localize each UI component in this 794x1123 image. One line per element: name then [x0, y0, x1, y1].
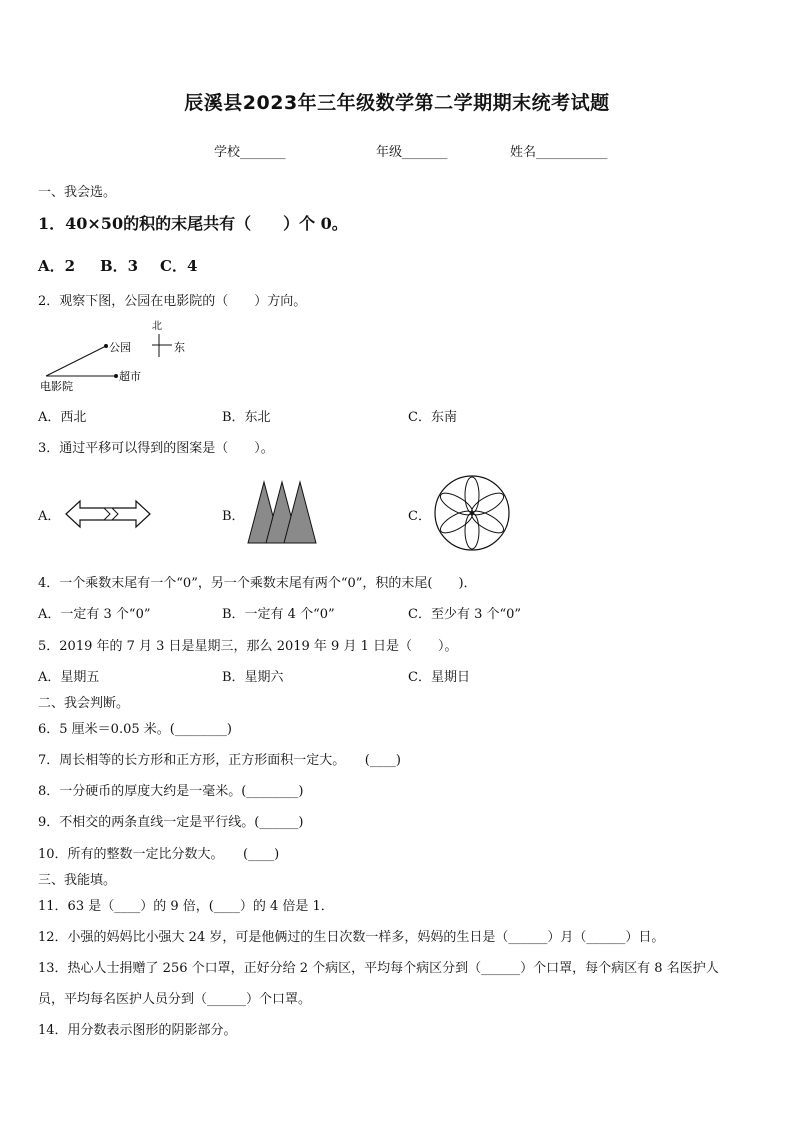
double-arrow-figure [64, 497, 152, 531]
grade-field: 年级_______ [376, 145, 448, 160]
east-label: 东 [174, 341, 185, 354]
triangles-figure [246, 478, 318, 546]
q3-option-a: A． [38, 509, 61, 524]
name-field: 姓名___________ [510, 145, 608, 160]
q5-option-a: A．星期五 [38, 670, 100, 685]
question-4: 4．一个乘数末尾有一个“0”，另一个乘数末尾有两个“0”，积的末尾( )． [38, 576, 477, 591]
double-arrow-shape [66, 501, 150, 527]
question-2: 2．观察下图，公园在电影院的（ ）方向。 [38, 294, 307, 309]
q2-option-b: B．东北 [222, 410, 271, 425]
circle-flower-figure [432, 473, 512, 553]
q3-option-b: B． [222, 509, 245, 524]
q2-option-c: C．东南 [408, 410, 457, 425]
q1-option-c: C．4 [160, 257, 198, 275]
question-7: 7．周长相等的长方形和正方形，正方形面积一定大。 (____) [38, 753, 401, 768]
question-13-line-2: 员，平均每名医护人员分到（______）个口罩。 [38, 992, 312, 1007]
section-heading-fill: 三、我能填。 [38, 873, 117, 888]
arrow-center-notch [104, 508, 118, 520]
question-14: 14．用分数表示图形的阴影部分。 [38, 1023, 237, 1038]
section-heading-choose: 一、我会选。 [38, 185, 117, 200]
q3-option-c: C． [408, 509, 431, 524]
question-9: 9．不相交的两条直线一定是平行线。(______) [38, 815, 304, 830]
park-label: 公园 [109, 341, 131, 354]
page-title: 辰溪县2023年三年级数学第二学期期末统考试题 [184, 92, 610, 114]
question-12: 12．小强的妈妈比小强大 24 岁，可是他俩过的生日次数一样多，妈妈的生日是（______）月（______）日。 [38, 930, 665, 945]
cinema-to-park-line [46, 346, 106, 376]
petals [437, 477, 506, 549]
question-13-line-1: 13．热心人士捐赠了 256 个口罩，正好分给 2 个病区，平均每个病区分到（______）个口罩，每个病区有 8 名医护人 [38, 961, 719, 976]
q2-option-a: A．西北 [38, 410, 87, 425]
question-5: 5．2019 年的 7 月 3 日是星期三，那么 2019 年 9 月 1 日是（ ）。 [38, 639, 458, 654]
market-point [114, 374, 118, 378]
question-6: 6．5 厘米＝0.05 米。(________) [38, 722, 232, 737]
park-point [104, 344, 108, 348]
question-1: 1．40×50的积的末尾共有（ ）个 0。 [38, 214, 348, 233]
market-label: 超市 [119, 370, 141, 383]
school-field: 学校_______ [214, 145, 286, 160]
q1-option-a: A．2 [38, 257, 76, 275]
q4-option-a: A．一定有 3 个“0” [38, 607, 151, 622]
q4-option-c: C．至少有 3 个“0” [408, 607, 522, 622]
question-11: 11．63 是（____）的 9 倍，(____）的 4 倍是 1． [38, 899, 334, 914]
question-8: 8．一分硬币的厚度大约是一毫米。(________) [38, 784, 304, 799]
north-label: 北 [152, 321, 162, 332]
section-heading-judge: 二、我会判断。 [38, 696, 130, 711]
cinema-label: 电影院 [40, 380, 73, 393]
q1-option-b: B．3 [100, 257, 139, 275]
q4-option-b: B．一定有 4 个“0” [222, 607, 335, 622]
question-3: 3．通过平移可以得到的图案是（ ）。 [38, 441, 274, 456]
direction-figure [36, 316, 206, 396]
q5-option-c: C．星期日 [408, 670, 470, 685]
question-10: 10．所有的整数一定比分数大。 (____) [38, 847, 280, 862]
q5-option-b: B．星期六 [222, 670, 284, 685]
